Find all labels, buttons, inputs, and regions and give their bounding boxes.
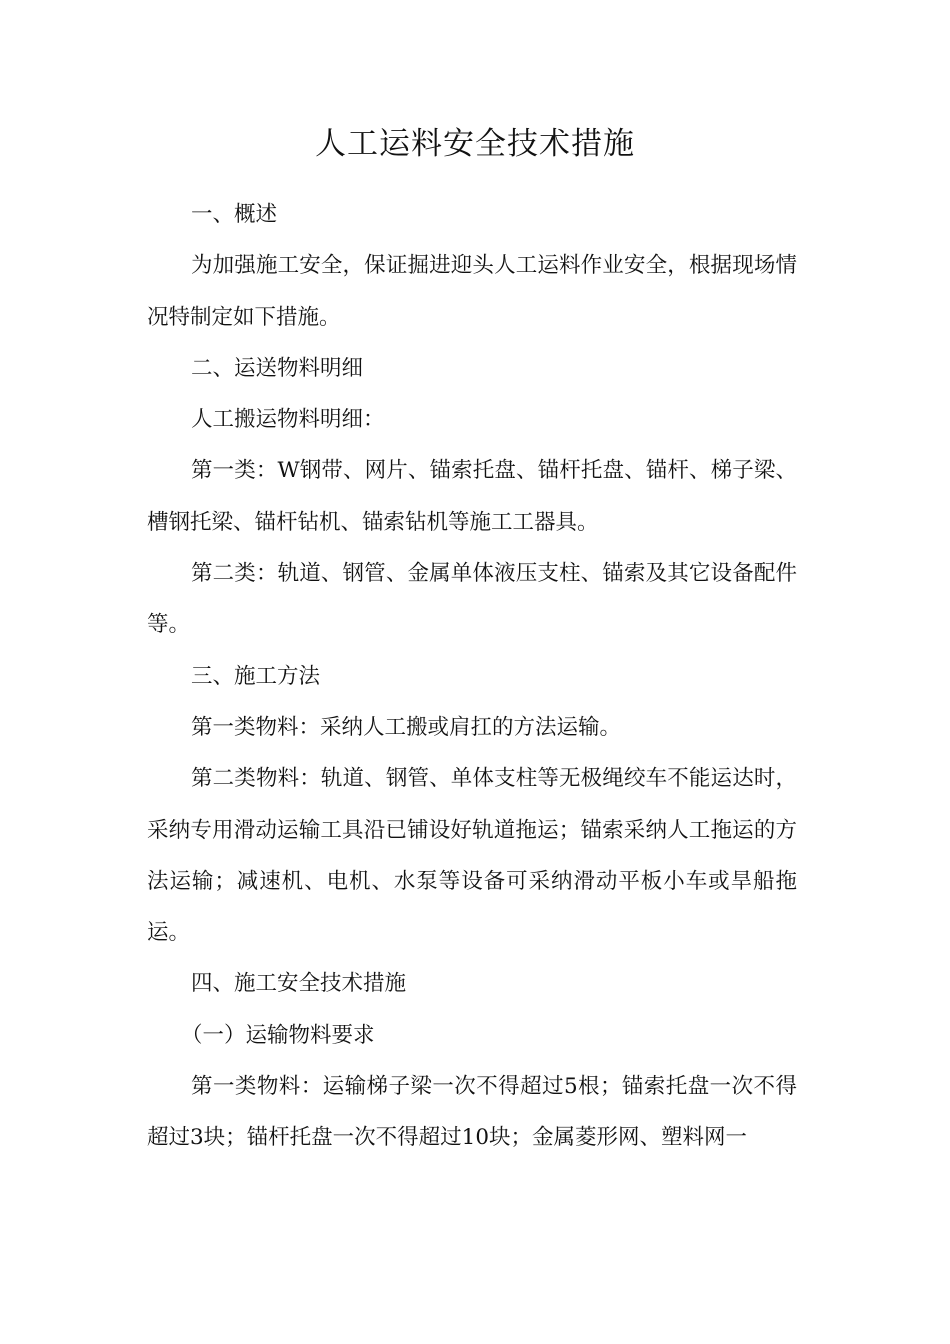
document-title: 人工运料安全技术措施: [315, 126, 635, 162]
section-heading-safety: 四、施工安全技术措施: [191, 971, 407, 997]
materials-intro: 人工搬运物料明细：: [191, 407, 385, 433]
materials-category-1: 第一类：W钢带、网片、锚索托盘、锚杆托盘、锚杆、梯子梁、槽钢托梁、锚杆钻机、锚索钻机等施工工器具。: [147, 458, 797, 535]
transport-category-1: 第一类物料：运输梯子梁一次不得超过5根；锚索托盘一次不得超过3块；锚杆托盘一次不得超过10块；金属菱形网、塑料网一: [147, 1074, 797, 1151]
section-heading-materials: 二、运送物料明细: [191, 355, 364, 381]
section-heading-method: 三、施工方法: [191, 663, 321, 689]
method-category-1: 第一类物料：采纳人工搬或肩扛的方法运输。: [191, 714, 622, 740]
method-category-2: 第二类物料：轨道、钢管、单体支柱等无极绳绞车不能运达时，采纳专用滑动运输工具沿已铺设好轨道拖运；锚索采纳人工拖运的方法运输；减速机、电机、水泵等设备可采纳滑动平板小车或旱船拖运。: [147, 766, 797, 946]
subsection-heading-transport: （一）运输物料要求: [181, 1022, 375, 1048]
materials-category-2: 第二类：轨道、钢管、金属单体液压支柱、锚索及其它设备配件等。: [147, 561, 797, 638]
document-body: [147, 189, 797, 1164]
section-heading-overview: 一、概述: [191, 202, 278, 227]
overview-paragraph: 为加强施工安全，保证掘进迎头人工运料作业安全，根据现场情况特制定如下措施。: [147, 253, 797, 330]
